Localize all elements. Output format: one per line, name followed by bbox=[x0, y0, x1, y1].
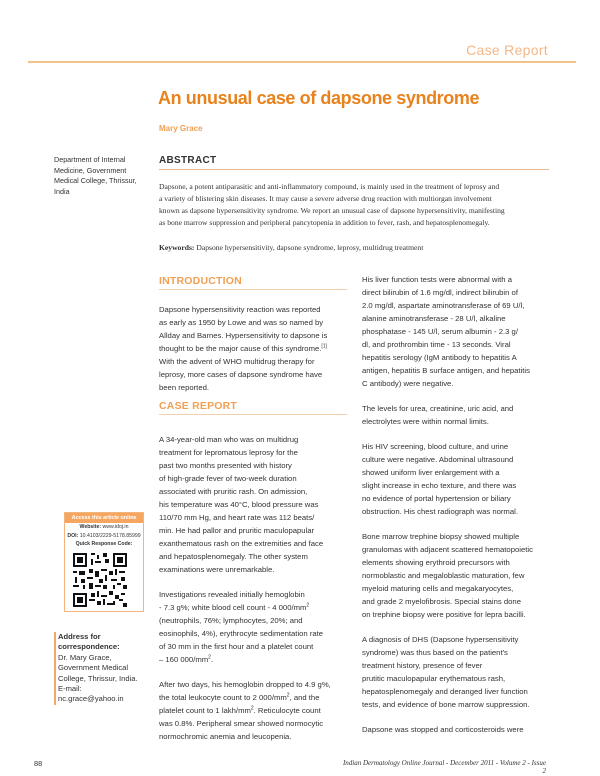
text-line: His HIV screening, blood culture, and urine bbox=[362, 442, 509, 451]
exponent: 2 bbox=[250, 705, 254, 712]
citation-marker: [1] bbox=[321, 343, 327, 350]
text-line bbox=[159, 342, 348, 355]
text-fragment: the total leukocyte count to 2 000/mm bbox=[159, 693, 287, 702]
text-line: been reported. bbox=[159, 383, 210, 392]
text-line: prutitic maculopapular erythematous rash, bbox=[362, 674, 506, 683]
text-fragment: platelet count to 1 lakh/mm bbox=[159, 706, 251, 715]
exponent: 2 bbox=[306, 602, 310, 609]
heading-line: Address for bbox=[58, 632, 101, 641]
abstract-heading: ABSTRACT bbox=[159, 155, 217, 166]
case-report-rule bbox=[159, 414, 347, 415]
correspondence-line: College, Thrissur, India. bbox=[58, 673, 138, 683]
introduction-rule bbox=[159, 289, 347, 290]
text-line bbox=[159, 601, 348, 614]
abstract-text bbox=[159, 181, 551, 229]
text-fragment: – 160 000/mm bbox=[159, 655, 209, 664]
website-line bbox=[65, 523, 143, 532]
text-line: His liver function tests were abnormal with a bbox=[362, 275, 512, 284]
text-line: tests, and evidence of bone marrow suppression. bbox=[362, 700, 530, 709]
correspondence-name: Dr. Mary Grace, bbox=[58, 652, 112, 662]
text-line: (neutrophils, 76%; lymphocytes, 20%; and bbox=[159, 616, 303, 625]
affiliation-line: Medicine, Government bbox=[54, 165, 127, 175]
qr-code-icon[interactable] bbox=[73, 553, 127, 607]
text-line: C antibody) were negative. bbox=[362, 379, 454, 388]
doi-line bbox=[65, 532, 143, 541]
text-fragment: , and the bbox=[289, 693, 320, 702]
text-line: myeloid maturing cells and megakaryocytes, bbox=[362, 584, 514, 593]
text-line: electrolytes were within normal limits. bbox=[362, 417, 489, 426]
text-line: and grade 2 myelofibrosis. Special stains done bbox=[362, 597, 521, 606]
text-line: alanine aminotransferase - 28 U/l, alkaline bbox=[362, 314, 506, 323]
abstract-line: as bone marrow suppression and peripheral pancytopenia in addition to fever, rash, and hepatosplenomegaly. bbox=[159, 217, 490, 227]
text-line: leprosy, more cases of dapsone syndrome have bbox=[159, 370, 323, 379]
text-line: culture were negative. Abdominal ultrasound bbox=[362, 455, 514, 464]
text-fragment: - 7.3 g%; white blood cell count - 4 000/mm bbox=[159, 603, 307, 612]
affiliation-line: Medical College, Thrissur, bbox=[54, 176, 137, 186]
email-link[interactable]: nc.grace@yahoo.in bbox=[58, 694, 124, 704]
body-paragraph bbox=[362, 530, 551, 621]
abstract-line: Dapsone, a potent antiparasitic and anti-inflammatory compound, is mainly used in the treatment of leprosy and bbox=[159, 182, 500, 191]
text-line: his temperature was 40°C, blood pressure was bbox=[159, 500, 319, 509]
text-line: A 34-year-old man who was on multidrug bbox=[159, 435, 299, 444]
text-line: antigen, hepatitis B surface antigen, and hepatitis bbox=[362, 366, 530, 375]
text-line: showed uniform liver enlargement with a bbox=[362, 468, 500, 477]
author-affiliation bbox=[54, 155, 146, 197]
case-paragraph bbox=[159, 588, 348, 666]
qr-label bbox=[65, 540, 143, 549]
text-line: elements showing erythroid precursors with bbox=[362, 558, 510, 567]
introduction-heading: INTRODUCTION bbox=[159, 275, 242, 287]
text-line: eosinophils, 4%), erythrocyte sedimentation rate bbox=[159, 629, 324, 638]
keywords-list: Dapsone hypersensitivity, dapsone syndrome, leprosy, multidrug treatment bbox=[196, 243, 424, 252]
text-line: Bone marrow trephine biopsy showed multiple bbox=[362, 532, 520, 541]
text-fragment: . Reticulocyte count bbox=[253, 706, 321, 715]
text-fragment: thought to be the major cause of this syndrome. bbox=[159, 344, 322, 353]
text-line: hepatosplenomegaly and deranged liver function bbox=[362, 687, 528, 696]
text-line bbox=[159, 704, 348, 717]
document-type-label: Case Report bbox=[466, 42, 548, 58]
text-line: as early as 1950 by Lowe and was so named by bbox=[159, 318, 324, 327]
affiliation-line: Department of Internal bbox=[54, 155, 126, 164]
exponent: 2 bbox=[208, 654, 211, 661]
email-label: E-mail: bbox=[58, 684, 82, 694]
header-rule bbox=[28, 61, 576, 63]
website-link[interactable]: www.idoj.in bbox=[102, 524, 129, 530]
text-line: The levels for urea, creatinine, uric acid, and bbox=[362, 404, 514, 413]
text-fragment: . bbox=[210, 655, 214, 664]
text-line: of high-grade fever of two-week duration bbox=[159, 474, 297, 483]
text-line: slight increase in echo texture, and there was bbox=[362, 481, 517, 490]
text-line: syndrome) was thus based on the patient's bbox=[362, 648, 508, 657]
text-line: With the advent of WHO multidrug therapy for bbox=[159, 357, 315, 366]
text-line: min. He had pallor and pruritic maculopapular bbox=[159, 526, 315, 535]
heading-line: correspondence: bbox=[58, 642, 120, 652]
text-line: obstruction. His chest radiograph was normal. bbox=[362, 507, 518, 516]
text-line: hepatitis serology (IgM antibody to hepatitis A bbox=[362, 353, 517, 362]
article-title: An unusual case of dapsone syndrome bbox=[158, 88, 480, 108]
abstract-line: known as dapsone hypersensitivity syndrome. We report an unusual case of dapsone hypersensitivity, manifesting bbox=[159, 205, 505, 215]
author-name: Mary Grace bbox=[159, 124, 203, 133]
body-paragraph bbox=[362, 440, 551, 518]
text-line: examinations were unremarkable. bbox=[159, 565, 275, 574]
abstract-rule bbox=[159, 169, 549, 170]
text-line: treatment for lepromatous leprosy for the bbox=[159, 448, 298, 457]
text-line: was 0.8%. Peripheral smear showed normocytic bbox=[159, 719, 324, 728]
text-line: of 30 mm in the first hour and a platelet count bbox=[159, 642, 314, 651]
article-access-box bbox=[64, 512, 144, 612]
text-line: direct bilirubin of 1.6 mg/dl, indirect bilirubin of bbox=[362, 288, 518, 297]
body-paragraph bbox=[362, 633, 551, 711]
text-line bbox=[159, 691, 348, 704]
doi-value: 10.4103/2229-5178.85999 bbox=[79, 532, 141, 539]
text-line: Allday and Barnes. Hypersensitivity to dapsone is bbox=[159, 331, 328, 340]
text-line: and hepatosplenomegaly. The other system bbox=[159, 552, 308, 561]
text-line: normoblastic and megaloblastic maturation, few bbox=[362, 571, 525, 580]
text-line: on trephine biopsy were positive for lepra bacilli. bbox=[362, 610, 526, 619]
correspondence-line: Government Medical bbox=[58, 663, 129, 673]
access-box-heading: Access this article online bbox=[65, 513, 143, 523]
text-line: treatment history, presence of fever bbox=[362, 661, 483, 670]
text-line: Dapsone hypersensitivity reaction was reported bbox=[159, 305, 321, 314]
text-line: 2.0 mg/dl, aspartate aminotransferase of 69 U/l, bbox=[362, 301, 525, 310]
keywords-label: Keywords: bbox=[159, 243, 195, 252]
text-line: Investigations revealed initially hemoglobin bbox=[159, 590, 305, 599]
doi-label: DOI: bbox=[67, 532, 79, 539]
journal-citation: Indian Dermatology Online Journal - December 2011 - Volume 2 - Issue 2 bbox=[342, 759, 546, 775]
case-paragraph bbox=[159, 678, 348, 743]
body-paragraph bbox=[362, 273, 551, 390]
abstract-line: a variety of blistering skin diseases. It may cause a severe adverse drug reaction with multiorgan involvement bbox=[159, 193, 492, 203]
page-number: 88 bbox=[34, 759, 43, 768]
text-line: associated with pruritic rash. On admission, bbox=[159, 487, 308, 496]
text-line: 110/70 mm Hg, and heart rate was 112 beats/ bbox=[159, 513, 315, 522]
text-line: past two months presented with history bbox=[159, 461, 292, 470]
keywords bbox=[159, 242, 551, 253]
website-label: Website: bbox=[79, 524, 102, 530]
text-line: After two days, his hemoglobin dropped to 4.9 g%, bbox=[159, 680, 331, 689]
text-line: exanthematous rash on the extremities and face bbox=[159, 539, 324, 548]
qr-label-text: Quick Response Code: bbox=[75, 541, 133, 548]
case-paragraph bbox=[159, 433, 348, 576]
text-line: normochromic anemia and leucopenia. bbox=[159, 732, 292, 741]
correspondence-block bbox=[54, 632, 152, 705]
case-report-body bbox=[159, 433, 348, 755]
case-report-heading: CASE REPORT bbox=[159, 400, 238, 412]
affiliation-line: India bbox=[54, 186, 70, 196]
exponent: 2 bbox=[286, 692, 290, 699]
text-line: dl, and prothrombin time - 13 seconds. Viral bbox=[362, 340, 511, 349]
text-line: Dapsone was stopped and corticosteroids were bbox=[362, 725, 524, 734]
body-paragraph bbox=[362, 402, 551, 428]
text-line: granulomas with adjacent scattered hematopoietic bbox=[362, 545, 533, 554]
correspondence-heading bbox=[58, 632, 152, 653]
text-line: A diagnosis of DHS (Dapsone hypersensitivity bbox=[362, 635, 519, 644]
text-line: phosphatase - 145 U/l, serum albumin - 2.3 g/ bbox=[362, 327, 518, 336]
text-line: no evidence of portal hypertension or biliary bbox=[362, 494, 511, 503]
body-paragraph bbox=[362, 723, 551, 736]
right-column-body bbox=[362, 273, 551, 748]
introduction-paragraph bbox=[159, 303, 348, 394]
text-line bbox=[159, 653, 348, 666]
